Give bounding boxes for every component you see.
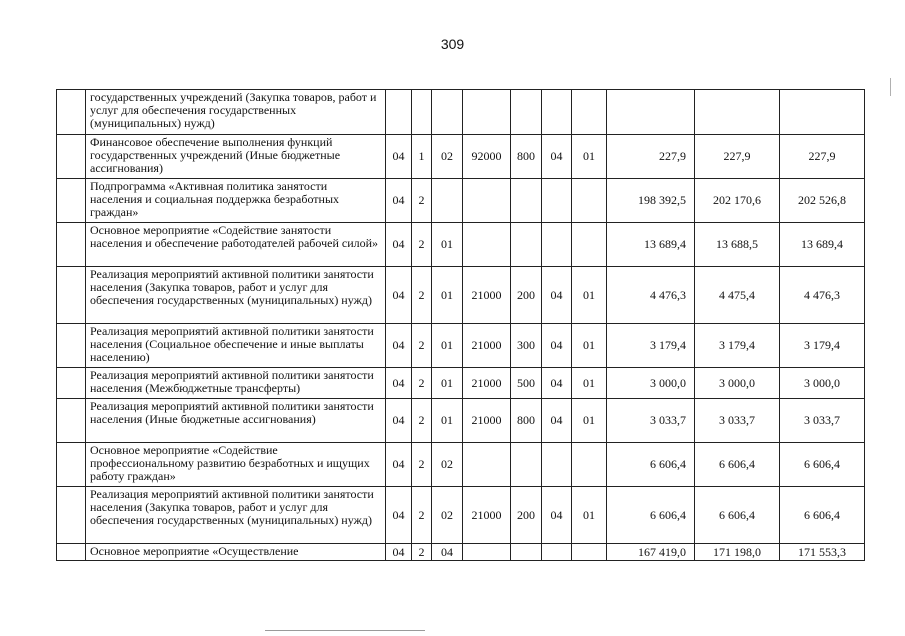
table-row xyxy=(57,544,865,561)
code-cell: 04 xyxy=(386,544,412,561)
code-cell: 04 xyxy=(432,544,463,561)
amount-cell xyxy=(607,90,695,135)
code-cell: 04 xyxy=(386,443,412,487)
code-cell: 21000 xyxy=(463,399,511,443)
code-cell xyxy=(386,90,412,135)
amount-cell: 4 476,3 xyxy=(607,267,695,324)
row-description: Реализация мероприятий активной политики занятости населения (Закупка товаров, работ и услуг для обеспечения государственных (муниципальных) нужд) xyxy=(86,487,386,544)
margin-cell xyxy=(57,399,86,443)
table-row xyxy=(57,368,865,399)
code-cell: 2 xyxy=(412,544,432,561)
code-cell: 01 xyxy=(432,399,463,443)
code-cell: 2 xyxy=(412,368,432,399)
code-cell: 01 xyxy=(572,267,607,324)
code-cell xyxy=(542,90,572,135)
code-cell: 92000 xyxy=(463,135,511,179)
row-description: Подпрограмма «Активная политика занятости населения и социальная поддержка безработных граждан» xyxy=(86,179,386,223)
margin-cell xyxy=(57,324,86,368)
row-description: Основное мероприятие «Содействие занятости населения и обеспечение работодателей рабочей силой» xyxy=(86,223,386,267)
code-cell: 04 xyxy=(542,368,572,399)
code-cell xyxy=(572,544,607,561)
table-row xyxy=(57,223,865,267)
code-cell: 01 xyxy=(432,267,463,324)
table-row xyxy=(57,324,865,368)
code-cell xyxy=(432,179,463,223)
amount-cell: 171 198,0 xyxy=(695,544,780,561)
amount-cell: 6 606,4 xyxy=(695,443,780,487)
amount-cell: 198 392,5 xyxy=(607,179,695,223)
row-description: Основное мероприятие «Содействие профессиональному развитию безработных и ищущих работу граждан» xyxy=(86,443,386,487)
amount-cell: 3 179,4 xyxy=(780,324,865,368)
code-cell: 21000 xyxy=(463,324,511,368)
margin-cell xyxy=(57,90,86,135)
amount-cell: 13 689,4 xyxy=(607,223,695,267)
row-description: государственных учреждений (Закупка товаров, работ и услуг для обеспечения государственных (муниципальных) нужд) xyxy=(86,90,386,135)
amount-cell: 3 000,0 xyxy=(695,368,780,399)
code-cell: 04 xyxy=(386,324,412,368)
code-cell: 01 xyxy=(432,324,463,368)
scan-artifact xyxy=(265,630,425,631)
amount-cell: 3 033,7 xyxy=(780,399,865,443)
code-cell: 01 xyxy=(572,487,607,544)
amount-cell: 6 606,4 xyxy=(695,487,780,544)
code-cell: 04 xyxy=(386,368,412,399)
amount-cell: 227,9 xyxy=(607,135,695,179)
amount-cell: 4 476,3 xyxy=(780,267,865,324)
code-cell: 02 xyxy=(432,443,463,487)
amount-cell: 6 606,4 xyxy=(780,487,865,544)
code-cell: 21000 xyxy=(463,267,511,324)
code-cell xyxy=(463,223,511,267)
table-row xyxy=(57,135,865,179)
amount-cell: 3 179,4 xyxy=(607,324,695,368)
code-cell xyxy=(542,179,572,223)
amount-cell: 4 475,4 xyxy=(695,267,780,324)
code-cell xyxy=(432,90,463,135)
code-cell: 200 xyxy=(511,487,542,544)
row-description: Реализация мероприятий активной политики занятости населения (Закупка товаров, работ и услуг для обеспечения государственных (муниципальных) нужд) xyxy=(86,267,386,324)
table-row xyxy=(57,90,865,135)
amount-cell: 3 033,7 xyxy=(607,399,695,443)
scan-artifact xyxy=(890,78,891,96)
margin-cell xyxy=(57,179,86,223)
code-cell: 21000 xyxy=(463,368,511,399)
amount-cell: 171 553,3 xyxy=(780,544,865,561)
amount-cell: 3 000,0 xyxy=(607,368,695,399)
amount-cell: 167 419,0 xyxy=(607,544,695,561)
code-cell xyxy=(511,544,542,561)
code-cell: 01 xyxy=(432,368,463,399)
amount-cell: 227,9 xyxy=(780,135,865,179)
row-description: Финансовое обеспечение выполнения функций государственных учреждений (Иные бюджетные ассигнования) xyxy=(86,135,386,179)
code-cell: 2 xyxy=(412,487,432,544)
row-description: Реализация мероприятий активной политики занятости населения (Иные бюджетные ассигнования) xyxy=(86,399,386,443)
code-cell xyxy=(572,223,607,267)
code-cell xyxy=(412,90,432,135)
code-cell: 300 xyxy=(511,324,542,368)
code-cell: 21000 xyxy=(463,487,511,544)
code-cell: 04 xyxy=(386,223,412,267)
amount-cell: 3 179,4 xyxy=(695,324,780,368)
code-cell: 04 xyxy=(386,487,412,544)
code-cell: 04 xyxy=(542,324,572,368)
code-cell: 2 xyxy=(412,324,432,368)
code-cell xyxy=(542,443,572,487)
code-cell xyxy=(463,90,511,135)
amount-cell xyxy=(695,90,780,135)
code-cell xyxy=(463,443,511,487)
code-cell: 2 xyxy=(412,267,432,324)
code-cell xyxy=(542,544,572,561)
code-cell: 800 xyxy=(511,135,542,179)
table-row xyxy=(57,267,865,324)
code-cell: 1 xyxy=(412,135,432,179)
code-cell: 04 xyxy=(386,135,412,179)
table-row xyxy=(57,399,865,443)
margin-cell xyxy=(57,544,86,561)
row-description: Реализация мероприятий активной политики занятости населения (Межбюджетные трансферты) xyxy=(86,368,386,399)
code-cell: 2 xyxy=(412,443,432,487)
code-cell: 01 xyxy=(432,223,463,267)
table-row xyxy=(57,443,865,487)
code-cell: 2 xyxy=(412,399,432,443)
code-cell: 01 xyxy=(572,135,607,179)
margin-cell xyxy=(57,487,86,544)
code-cell: 800 xyxy=(511,399,542,443)
amount-cell: 202 526,8 xyxy=(780,179,865,223)
margin-cell xyxy=(57,443,86,487)
row-description: Реализация мероприятий активной политики занятости населения (Социальное обеспечение и иные выплаты населению) xyxy=(86,324,386,368)
amount-cell: 6 606,4 xyxy=(607,487,695,544)
table-row xyxy=(57,487,865,544)
margin-cell xyxy=(57,135,86,179)
code-cell: 02 xyxy=(432,135,463,179)
code-cell xyxy=(511,443,542,487)
code-cell xyxy=(542,223,572,267)
amount-cell: 6 606,4 xyxy=(607,443,695,487)
row-description: Основное мероприятие «Осуществление xyxy=(86,544,386,561)
code-cell xyxy=(463,179,511,223)
code-cell: 200 xyxy=(511,267,542,324)
code-cell: 04 xyxy=(542,135,572,179)
amount-cell: 227,9 xyxy=(695,135,780,179)
margin-cell xyxy=(57,368,86,399)
code-cell xyxy=(572,179,607,223)
code-cell: 04 xyxy=(386,179,412,223)
amount-cell xyxy=(780,90,865,135)
code-cell xyxy=(511,90,542,135)
code-cell: 2 xyxy=(412,223,432,267)
code-cell xyxy=(511,179,542,223)
code-cell xyxy=(511,223,542,267)
code-cell: 500 xyxy=(511,368,542,399)
code-cell xyxy=(463,544,511,561)
code-cell: 2 xyxy=(412,179,432,223)
amount-cell: 3 033,7 xyxy=(695,399,780,443)
code-cell: 04 xyxy=(542,399,572,443)
code-cell: 04 xyxy=(386,399,412,443)
code-cell: 02 xyxy=(432,487,463,544)
margin-cell xyxy=(57,267,86,324)
code-cell: 01 xyxy=(572,324,607,368)
amount-cell: 202 170,6 xyxy=(695,179,780,223)
code-cell xyxy=(572,90,607,135)
margin-cell xyxy=(57,223,86,267)
amount-cell: 13 689,4 xyxy=(780,223,865,267)
amount-cell: 3 000,0 xyxy=(780,368,865,399)
page-number: 309 xyxy=(440,36,465,52)
code-cell: 04 xyxy=(542,487,572,544)
code-cell xyxy=(572,443,607,487)
amount-cell: 13 688,5 xyxy=(695,223,780,267)
budget-table xyxy=(56,89,865,561)
amount-cell: 6 606,4 xyxy=(780,443,865,487)
table-row xyxy=(57,179,865,223)
code-cell: 04 xyxy=(386,267,412,324)
code-cell: 01 xyxy=(572,399,607,443)
code-cell: 01 xyxy=(572,368,607,399)
code-cell: 04 xyxy=(542,267,572,324)
